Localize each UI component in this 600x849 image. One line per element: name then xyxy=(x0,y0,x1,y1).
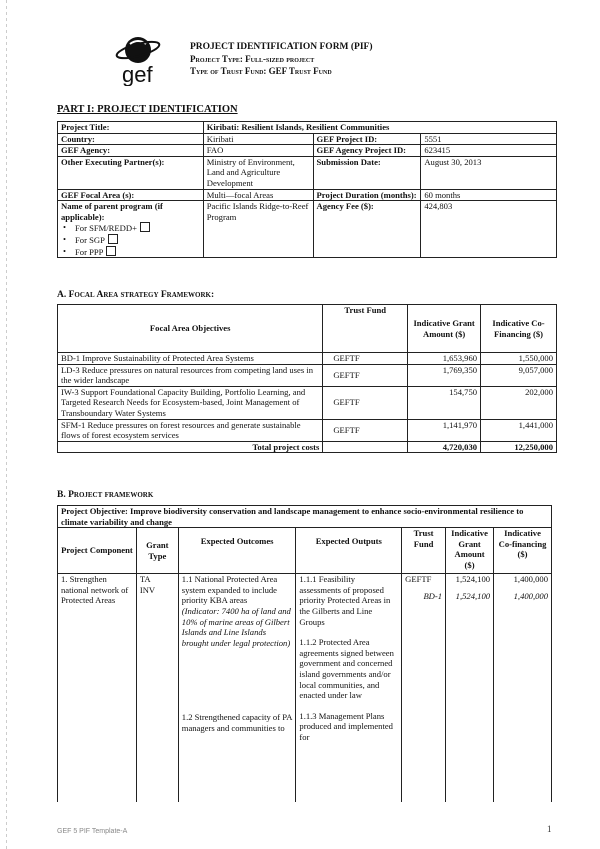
grant-amount: 154,750 xyxy=(408,386,481,419)
component: 1. Strengthen national network of Protected Areas xyxy=(58,574,137,802)
part1-heading: PART I: PROJECT IDENTIFICATION xyxy=(57,104,238,115)
grant-amount: 1,769,350 xyxy=(408,364,481,386)
gef-agency-value: FAO xyxy=(203,145,313,157)
objective: LD-3 Reduce pressures on natural resources from competing land uses in the wider landscape xyxy=(58,364,323,386)
agency-project-id-value: 623415 xyxy=(421,145,557,157)
cofinancing-amount xyxy=(494,574,552,802)
col-trust-fund: Trust Fund xyxy=(402,528,446,574)
output-1-1-2: 1.1.2 Protected Area agreements signed between government and concerned island governments and/or local communities, and enacted under law xyxy=(299,637,394,701)
col-outputs: Expected Outputs xyxy=(296,528,402,574)
trust-fund-value: GEFTF xyxy=(405,574,432,585)
other-partners-value: Ministry of Environment, Land and Agriculture Development xyxy=(203,156,313,189)
total-row xyxy=(58,441,557,453)
cofinancing-sub: 1,400,000 xyxy=(513,590,548,601)
objective-row xyxy=(58,506,552,528)
objective: SFM-1 Reduce pressures on forest resources and generate sustainable flows of forest ecosystem services xyxy=(58,419,323,441)
parent-program-value: Pacific Islands Ridge-to-Reef Program xyxy=(203,201,313,258)
table-row xyxy=(58,386,557,419)
outcomes xyxy=(178,574,296,802)
section-a-heading: A. Focal Area strategy Framework: xyxy=(57,290,215,300)
country-value: Kiribati xyxy=(203,133,313,145)
agency-project-id-label: GEF Agency Project ID: xyxy=(313,145,421,157)
option-sgp[interactable]: • For SGP xyxy=(75,234,200,246)
output-1-1-3: 1.1.3 Management Plans produced and implemented for xyxy=(299,710,393,742)
outcome-1-2: 1.2 Strengthened capacity of PA managers and communities to xyxy=(181,712,292,733)
gef-logo xyxy=(108,30,178,86)
gef-project-id-value: 5551 xyxy=(421,133,557,145)
trust-fund-sub: BD-1 xyxy=(423,590,443,601)
trust-fund: GEFTF xyxy=(323,419,408,441)
col-component: Project Component xyxy=(58,528,137,574)
globe-icon xyxy=(115,37,161,63)
col-trust-fund: Trust Fund xyxy=(323,305,408,353)
col-cofinancing: Indicative Co-financing ($) xyxy=(494,528,552,574)
page-number: 1 xyxy=(547,824,552,834)
option-ppp[interactable]: • For PPP xyxy=(75,246,200,258)
col-objectives: Focal Area Objectives xyxy=(58,305,323,353)
grant-amount xyxy=(446,574,494,802)
total-cofinancing: 12,250,000 xyxy=(481,441,557,453)
total-label: Total project costs xyxy=(58,441,323,453)
checkbox[interactable] xyxy=(108,234,118,244)
grant-type-ta: TA xyxy=(139,574,151,585)
trust-fund xyxy=(402,574,446,802)
grant-sub: 1,524,100 xyxy=(455,590,491,601)
cofinancing-amount: 1,550,000 xyxy=(481,353,557,365)
trust-fund: GEFTF xyxy=(323,386,408,419)
trust-fund: GEFTF xyxy=(323,364,408,386)
cofinancing-amount: 202,000 xyxy=(481,386,557,419)
objective: BD-1 Improve Sustainability of Protected Area Systems xyxy=(58,353,323,365)
cofinancing-amount: 9,057,000 xyxy=(481,364,557,386)
grant-value: 1,524,100 xyxy=(455,574,491,585)
other-partners-label: Other Executing Partner(s): xyxy=(58,156,204,189)
total-fund-empty xyxy=(323,441,408,453)
table-row xyxy=(58,201,557,258)
focal-area-value: Multi—focal Areas xyxy=(203,189,313,201)
parent-program-label: Name of parent program (if applicable): xyxy=(61,201,163,222)
cofinancing-amount: 1,441,000 xyxy=(481,419,557,441)
table-row xyxy=(58,133,557,145)
trust-fund: GEFTF xyxy=(323,353,408,365)
grant-type xyxy=(136,574,178,802)
table-row xyxy=(58,574,552,802)
table-row xyxy=(58,145,557,157)
parent-program-options xyxy=(61,222,200,257)
outcome-1-1-indicator: (Indicator: 7400 ha of land and 10% of marine areas of Gilbert Islands and Line Islands brought under legal protection) xyxy=(181,605,291,648)
col-grant-type: Grant Type xyxy=(136,528,178,574)
project-framework-table xyxy=(57,505,552,802)
agency-fee-value: 424,803 xyxy=(421,201,557,258)
table-row xyxy=(58,156,557,189)
project-title-value: Kiribati: Resilient Islands, Resilient Communities xyxy=(203,122,556,134)
project-identification-table xyxy=(57,121,557,258)
scan-margin-line xyxy=(6,0,7,849)
table-header-row xyxy=(58,528,552,574)
grant-amount: 1,653,960 xyxy=(408,353,481,365)
submission-date-value: August 30, 2013 xyxy=(421,156,557,189)
section-b-heading: B. Project framework xyxy=(57,490,154,500)
outcome-1-1: 1.1 National Protected Area system expanded to include priority KBA areas xyxy=(181,574,278,606)
col-cofinancing: Indicative Co-Financing ($) xyxy=(481,305,557,353)
option-sfm-redd[interactable]: • For SFM/REDD+ xyxy=(75,222,200,234)
col-grant: Indicative Grant Amount ($) xyxy=(408,305,481,353)
output-1-1-1: 1.1.1 Feasibility assessments of proposed priority Protected Areas in the Gilberts and Line Groups xyxy=(299,574,391,627)
table-row xyxy=(58,353,557,365)
focal-area-label: GEF Focal Area (s): xyxy=(58,189,204,201)
duration-value: 60 months xyxy=(421,189,557,201)
focal-area-table xyxy=(57,304,557,453)
checkbox[interactable] xyxy=(140,222,150,232)
grant-type-inv: INV xyxy=(139,584,156,595)
table-row xyxy=(58,189,557,201)
objective: IW-3 Support Foundational Capacity Building, Portfolio Learning, and Targeted Research Needs for Ecosystem-based, Joint Management of Transboundary Water Systems xyxy=(58,386,323,419)
table-row xyxy=(58,364,557,386)
table-row xyxy=(58,122,557,134)
logo-text: gef xyxy=(122,62,153,86)
agency-fee-label: Agency Fee ($): xyxy=(313,201,421,258)
cofinancing-value: 1,400,000 xyxy=(513,574,548,585)
trust-fund-type: Type of Trust Fund: GEF Trust Fund xyxy=(190,66,332,76)
outputs xyxy=(296,574,402,802)
project-type: Project Type: Full-sized project xyxy=(190,54,315,64)
table-row xyxy=(58,419,557,441)
grant-amount: 1,141,970 xyxy=(408,419,481,441)
col-grant: Indicative Grant Amount ($) xyxy=(446,528,494,574)
total-grant: 4,720,030 xyxy=(408,441,481,453)
footer-template: GEF 5 PIF Template-A xyxy=(57,828,128,835)
gef-agency-label: GEF Agency: xyxy=(58,145,204,157)
submission-date-label: Submission Date: xyxy=(313,156,421,189)
project-objective: Project Objective: Improve biodiversity conservation and landscape management to enhance socio-environmental resilience to climate variability and change xyxy=(58,506,552,528)
form-title: PROJECT IDENTIFICATION FORM (PIF) xyxy=(190,42,373,52)
checkbox[interactable] xyxy=(106,246,116,256)
col-outcomes: Expected Outcomes xyxy=(178,528,296,574)
country-label: Country: xyxy=(58,133,204,145)
table-header-row xyxy=(58,305,557,353)
project-title-label: Project Title: xyxy=(58,122,204,134)
duration-label: Project Duration (months): xyxy=(313,189,421,201)
parent-program-cell xyxy=(58,201,204,258)
gef-project-id-label: GEF Project ID: xyxy=(313,133,421,145)
